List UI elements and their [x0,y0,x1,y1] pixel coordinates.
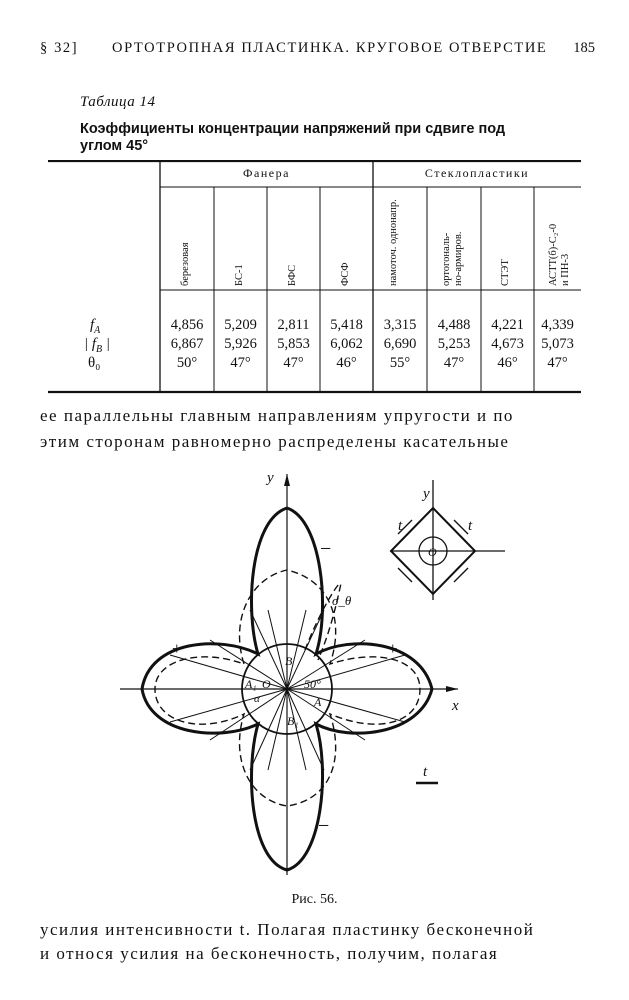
table-cell-r1-c2: 5,853 [277,336,310,352]
table-cell-r1-c1: 5,926 [224,336,257,352]
table-label: Таблица 14 [80,94,156,110]
table-cell-r0-c6: 4,221 [491,317,524,333]
table-cell-r2-c6: 46° [497,355,518,371]
col-header-astt-2: и ПН-3 [560,253,571,286]
row-label-theta: θ₀ [88,355,101,371]
label-x: x [452,698,459,714]
running-head [40,40,595,60]
label-t-scale: t [423,764,428,780]
table-caption-line2: углом 45° [80,138,149,154]
row-label-fb: | $f_B$ | [84,336,111,355]
col-header-fsf: ФСФ [340,262,351,286]
col-header-wound: намоточ. однонапр. [388,199,399,286]
body-text-line3: усилия интенсивности t. Полагая пластинку бесконечной [40,920,535,939]
col-header-bfs: БФС [287,264,298,286]
stress-concentration-table [48,160,581,394]
col-header-orthogonal-1: ортогональ- [441,232,452,286]
body-text-line2: этим сторонам равномерно распределены касательные [40,432,510,451]
table-cell-r1-c3: 6,062 [330,336,363,352]
label-plus-left: + [172,639,182,658]
table-cell-r2-c1: 47° [230,355,251,371]
table-cell-r0-c0: 4,856 [170,317,204,333]
body-text-line1: ее параллельны главным направлениям упругости и по [40,406,514,425]
running-title: ОРТОТРОПНАЯ ПЛАСТИНКА. КРУГОВОЕ ОТВЕРСТИЕ [112,40,548,56]
inset-label-t-left: t [398,518,403,534]
label-minus-top: − [320,538,332,560]
table-caption-line1: Коэффициенты концентрации напряжений при сдвиге под [80,121,506,137]
label-angle: 50° [304,677,321,691]
section-number: § 32] [40,40,79,56]
table-cell-r0-c5: 4,488 [437,317,471,333]
table-cell-r0-c1: 5,209 [224,317,257,333]
table-cell-r1-c4: 6,690 [383,336,417,352]
inset-label-o: O [428,545,437,559]
col-header-astt-1: АСТТ(б)-С₂-0 [548,223,559,286]
row-label-fa: $f_A$ [90,317,101,336]
label-plus-right: + [388,639,398,658]
col-header-bs1: БС-1 [234,264,245,286]
table-cell-r1-c7: 5,073 [541,336,574,352]
inset-label-y: y [423,486,430,502]
inset-label-t-right: t [468,518,473,534]
table-cell-r0-c3: 5,418 [330,317,363,333]
figure-56 [0,460,629,880]
table-cell-r0-c4: 3,315 [383,317,417,333]
table-cell-r2-c3: 46° [336,355,357,371]
label-b: B [285,654,293,668]
table-cell-r1-c5: 5,253 [437,336,471,352]
table-cell-r2-c4: 55° [389,355,411,371]
label-o: O [262,677,271,691]
table-cell-r2-c5: 47° [443,355,465,371]
inset-diagram [390,480,505,600]
label-b1: B₁ [287,714,299,728]
label-y: y [267,470,274,486]
table-cell-r2-c0: 50° [176,355,198,371]
group-header-fiberglass: Стеклопластики [424,166,530,180]
table-cell-r1-c0: 6,867 [170,336,204,352]
table-caption [80,121,580,155]
table-cell-r1-c6: 4,673 [491,336,524,352]
col-header-orthogonal-2: но-армиров. [453,231,464,286]
col-header-stet: СТЭТ [500,259,511,286]
label-a: A [314,695,322,709]
body-text-line4: и относя усилия на бесконечность, получим, полагая [40,944,499,963]
table-cell-r0-c7: 4,339 [541,317,574,333]
label-alpha: α [254,693,260,705]
label-sigma-theta: σ_θ [332,593,352,608]
table-cell-r0-c2: 2,811 [277,317,310,333]
label-minus-bottom: − [318,815,330,837]
label-a1: A₁ [245,677,257,691]
table-cell-r2-c7: 47° [547,355,568,371]
table-cell-r2-c2: 47° [283,355,304,371]
page-number: 185 [573,40,595,56]
figure-caption: Рис. 56. [291,892,338,907]
group-header-plywood: Фанера [243,166,290,180]
col-header-birch: березовая [180,242,191,286]
